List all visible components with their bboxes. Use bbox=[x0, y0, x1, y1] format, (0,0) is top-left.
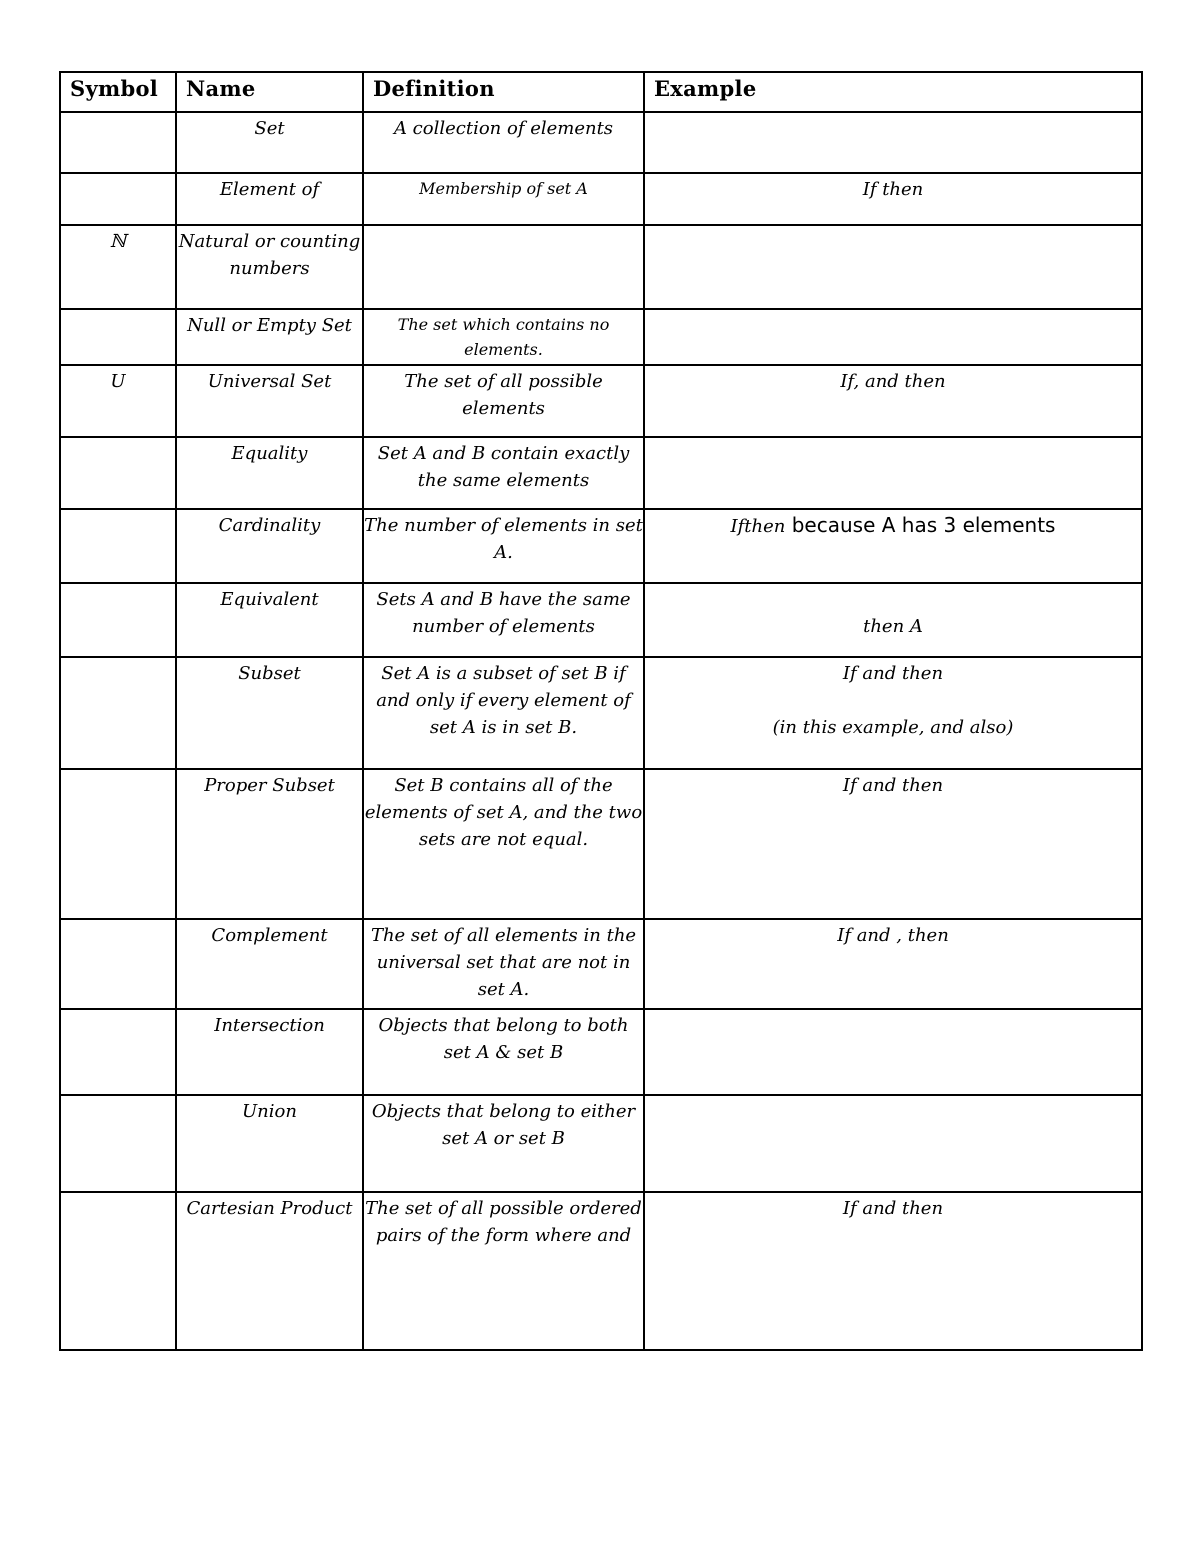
symbol-cell bbox=[60, 1192, 176, 1350]
example-cell: If and then bbox=[644, 769, 1142, 919]
symbol-cell bbox=[60, 583, 176, 657]
example-cell bbox=[644, 437, 1142, 509]
name-cell: Cardinality bbox=[176, 509, 363, 583]
name-cell: Equivalent bbox=[176, 583, 363, 657]
example-text: then A bbox=[863, 616, 923, 637]
definition-cell: The set of all possible elements bbox=[363, 365, 644, 437]
definition-cell bbox=[363, 225, 644, 309]
example-cell: If, and then bbox=[644, 365, 1142, 437]
definition-cell: Set A is a subset of set B if and only if every element of set A is in set B. bbox=[363, 657, 644, 769]
example-cell: If and , then bbox=[644, 919, 1142, 1009]
definition-cell: Membership of set A bbox=[363, 173, 644, 225]
example-cell bbox=[644, 509, 1142, 583]
name-cell: Set bbox=[176, 112, 363, 173]
symbol-cell bbox=[60, 173, 176, 225]
symbol-cell bbox=[60, 769, 176, 919]
definition-cell: The set of all elements in the universal set that are not in set A. bbox=[363, 919, 644, 1009]
name-cell: Complement bbox=[176, 919, 363, 1009]
example-plain-text: because A has 3 elements bbox=[785, 513, 1056, 537]
set-notation-table bbox=[59, 71, 1143, 1351]
definition-cell: The number of elements in set A. bbox=[363, 509, 644, 583]
table-row bbox=[60, 769, 1142, 919]
table-row bbox=[60, 225, 1142, 309]
example-cell bbox=[644, 657, 1142, 769]
table-row bbox=[60, 657, 1142, 769]
symbol-cell bbox=[60, 509, 176, 583]
example-cell bbox=[644, 112, 1142, 173]
definition-cell: Sets A and B have the same number of elements bbox=[363, 583, 644, 657]
symbol-cell bbox=[60, 309, 176, 365]
example-italic-text: Ifthen bbox=[730, 516, 786, 537]
example-cell bbox=[644, 583, 1142, 657]
name-cell: Natural or counting numbers bbox=[176, 225, 363, 309]
table-row bbox=[60, 112, 1142, 173]
table-row bbox=[60, 437, 1142, 509]
table-row bbox=[60, 1009, 1142, 1095]
definition-cell: Set B contains all of the elements of set A, and the two sets are not equal. bbox=[363, 769, 644, 919]
example-cell: If then bbox=[644, 173, 1142, 225]
header-definition: Definition bbox=[363, 72, 644, 112]
symbol-cell: U bbox=[60, 365, 176, 437]
table-row bbox=[60, 365, 1142, 437]
definition-cell: The set of all possible ordered pairs of the form where and bbox=[363, 1192, 644, 1350]
example-cell bbox=[644, 1095, 1142, 1192]
name-cell: Intersection bbox=[176, 1009, 363, 1095]
example-cell bbox=[644, 309, 1142, 365]
table-row bbox=[60, 509, 1142, 583]
table-row bbox=[60, 1192, 1142, 1350]
name-cell: Universal Set bbox=[176, 365, 363, 437]
definition-cell: Objects that belong to both set A & set B bbox=[363, 1009, 644, 1095]
symbol-cell bbox=[60, 1095, 176, 1192]
symbol-cell bbox=[60, 112, 176, 173]
definition-cell: A collection of elements bbox=[363, 112, 644, 173]
table-row bbox=[60, 583, 1142, 657]
definition-cell: Set A and B contain exactly the same elements bbox=[363, 437, 644, 509]
definition-cell: The set which contains no elements. bbox=[363, 309, 644, 365]
name-cell: Element of bbox=[176, 173, 363, 225]
table-row bbox=[60, 919, 1142, 1009]
table-row bbox=[60, 173, 1142, 225]
name-cell: Null or Empty Set bbox=[176, 309, 363, 365]
header-row bbox=[60, 72, 1142, 112]
example-cell bbox=[644, 225, 1142, 309]
table-row bbox=[60, 309, 1142, 365]
example-cell bbox=[644, 1009, 1142, 1095]
symbol-cell: ℕ bbox=[60, 225, 176, 309]
symbol-cell bbox=[60, 919, 176, 1009]
header-example: Example bbox=[644, 72, 1142, 112]
definition-cell: Objects that belong to either set A or set B bbox=[363, 1095, 644, 1192]
header-symbol: Symbol bbox=[60, 72, 176, 112]
name-cell: Subset bbox=[176, 657, 363, 769]
symbol-cell bbox=[60, 437, 176, 509]
symbol-cell bbox=[60, 1009, 176, 1095]
name-cell: Union bbox=[176, 1095, 363, 1192]
table-row bbox=[60, 1095, 1142, 1192]
header-name: Name bbox=[176, 72, 363, 112]
example-text: If and then bbox=[842, 663, 944, 684]
example-cell: If and then bbox=[644, 1192, 1142, 1350]
name-cell: Cartesian Product bbox=[176, 1192, 363, 1350]
name-cell: Equality bbox=[176, 437, 363, 509]
example-note-text: (in this example, and also) bbox=[772, 717, 1014, 738]
name-cell: Proper Subset bbox=[176, 769, 363, 919]
symbol-cell bbox=[60, 657, 176, 769]
